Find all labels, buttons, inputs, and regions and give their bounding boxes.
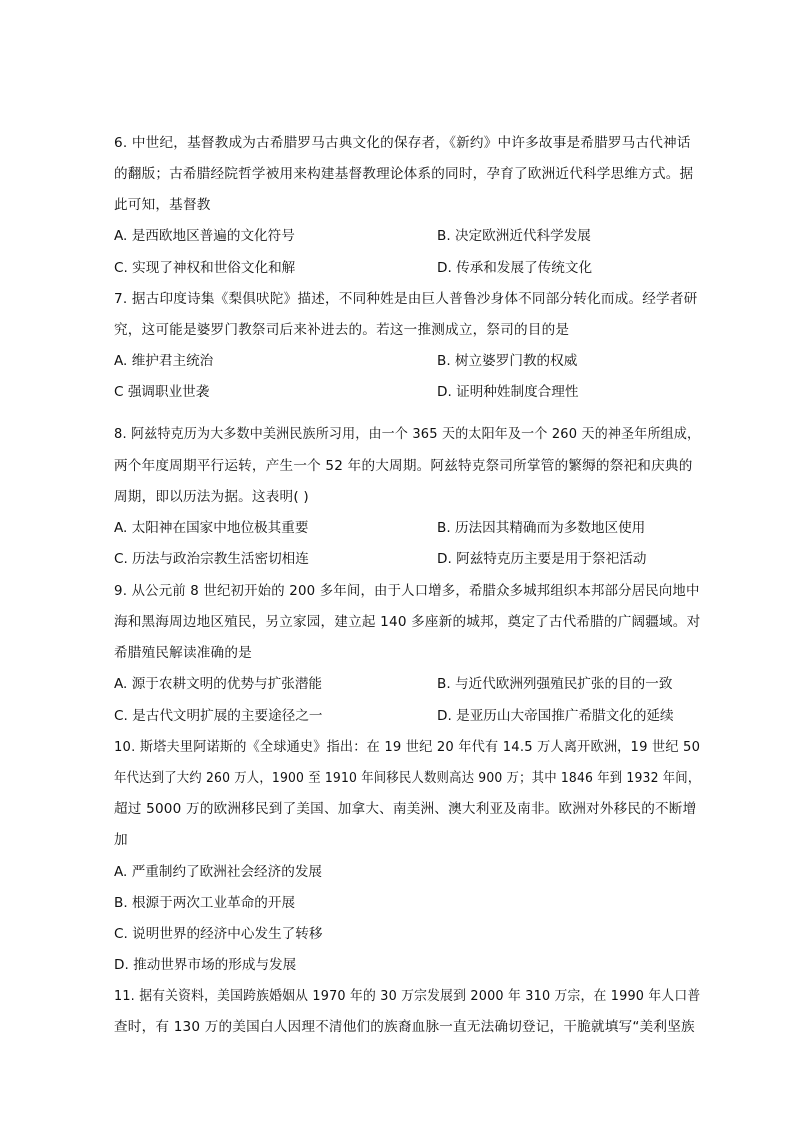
q9-option-c[interactable]: C. 是古代文明扩展的主要途径之一 — [114, 708, 323, 724]
q6-option-d[interactable]: D. 传承和发展了传统文化 — [437, 260, 593, 276]
q7-line-2: 究，这可能是婆罗门教祭司后来补进去的。若这一推测成立，祭司的目的是 — [114, 322, 570, 338]
q6-option-c[interactable]: C. 实现了神权和世俗文化和解 — [114, 260, 296, 276]
q8-option-d[interactable]: D. 阿兹特克历主要是用于祭祀活动 — [437, 551, 647, 567]
q9-line-3: 希腊殖民解读准确的是 — [114, 645, 252, 661]
q9-option-a[interactable]: A. 源于农耕文明的优势与扩张潜能 — [114, 676, 323, 692]
q10-option-b[interactable]: B. 根源于两次工业革命的开展 — [114, 895, 296, 911]
q9-line-1: 9. 从公元前 8 世纪初开始的 200 多年间，由于人口增多，希腊众多城邦组织本邦部分居民向地中 — [114, 583, 700, 599]
q9-line-2: 海和黑海周边地区殖民，另立家园，建立起 140 多座新的城邦，奠定了古代希腊的广阔疆域。对 — [114, 614, 701, 630]
q10-line-4: 加 — [114, 832, 128, 848]
q7-option-a[interactable]: A. 维护君主统治 — [114, 353, 214, 369]
q8-line-3: 周期，即以历法为据。这表明( ) — [114, 489, 309, 505]
q11-line-1: 11. 据有关资料，美国跨族婚姻从 1970 年的 30 万宗发展到 2000 年 310 万宗，在 1990 年人口普 — [114, 988, 701, 1004]
q10-option-a[interactable]: A. 严重制约了欧洲社会经济的发展 — [114, 864, 323, 880]
q6-line-3: 此可知，基督教 — [114, 197, 211, 213]
q11-line-2: 查时，有 130 万的美国白人因理不清他们的族裔血脉一直无法确切登记，干脆就填写“美利坚族 — [114, 1019, 695, 1035]
q8-option-b[interactable]: B. 历法因其精确而为多数地区使用 — [437, 520, 646, 536]
q7-option-c[interactable]: C 强调职业世袭 — [114, 384, 210, 400]
q9-option-d[interactable]: D. 是亚历山大帝国推广希腊文化的延续 — [437, 708, 674, 724]
q10-line-3: 超过 5000 万的欧洲移民到了美国、加拿大、南美洲、澳大利亚及南非。欧洲对外移民的不断增 — [114, 801, 697, 817]
q7-option-d[interactable]: D. 证明种姓制度合理性 — [437, 384, 579, 400]
q10-option-c[interactable]: C. 说明世界的经济中心发生了转移 — [114, 926, 323, 942]
q8-line-2: 两个年度周期平行运转，产生一个 52 年的大周期。阿兹特克祭司所掌管的繁缛的祭祀和庆典的 — [114, 458, 693, 474]
q6-line-1: 6. 中世纪，基督教成为古希腊罗马古典文化的保存者，《新约》中许多故事是希腊罗马古代神话 — [114, 135, 691, 151]
q7-line-1: 7. 据古印度诗集《梨俱吠陀》描述，不同种姓是由巨人普鲁沙身体不同部分转化而成。经学者研 — [114, 291, 698, 307]
q6-line-2: 的翻版；古希腊经院哲学被用来构建基督教理论体系的同时，孕育了欧洲近代科学思维方式。据 — [114, 166, 694, 182]
q8-option-c[interactable]: C. 历法与政治宗教生活密切相连 — [114, 551, 309, 567]
q10-line-2: 年代达到了大约 260 万人，1900 至 1910 年间移民人数则高达 900 万；其中 1846 年到 1932 年间， — [114, 770, 701, 786]
q10-option-d[interactable]: D. 推动世界市场的形成与发展 — [114, 957, 297, 973]
q10-line-1: 10. 斯塔夫里阿诺斯的《全球通史》指出：在 19 世纪 20 年代有 14.5 万人离开欧洲，19 世纪 50 — [114, 739, 701, 755]
q6-option-b[interactable]: B. 决定欧洲近代科学发展 — [437, 228, 591, 244]
q7-option-b[interactable]: B. 树立婆罗门教的权威 — [437, 353, 578, 369]
q8-option-a[interactable]: A. 太阳神在国家中地位极其重要 — [114, 520, 309, 536]
q8-line-1: 8. 阿兹特克历为大多数中美洲民族所习用，由一个 365 天的太阳年及一个 260 天的神圣年所组成， — [114, 426, 701, 442]
q6-option-a[interactable]: A. 是西欧地区普遍的文化符号 — [114, 228, 295, 244]
q9-option-b[interactable]: B. 与近代欧洲列强殖民扩张的目的一致 — [437, 676, 673, 692]
